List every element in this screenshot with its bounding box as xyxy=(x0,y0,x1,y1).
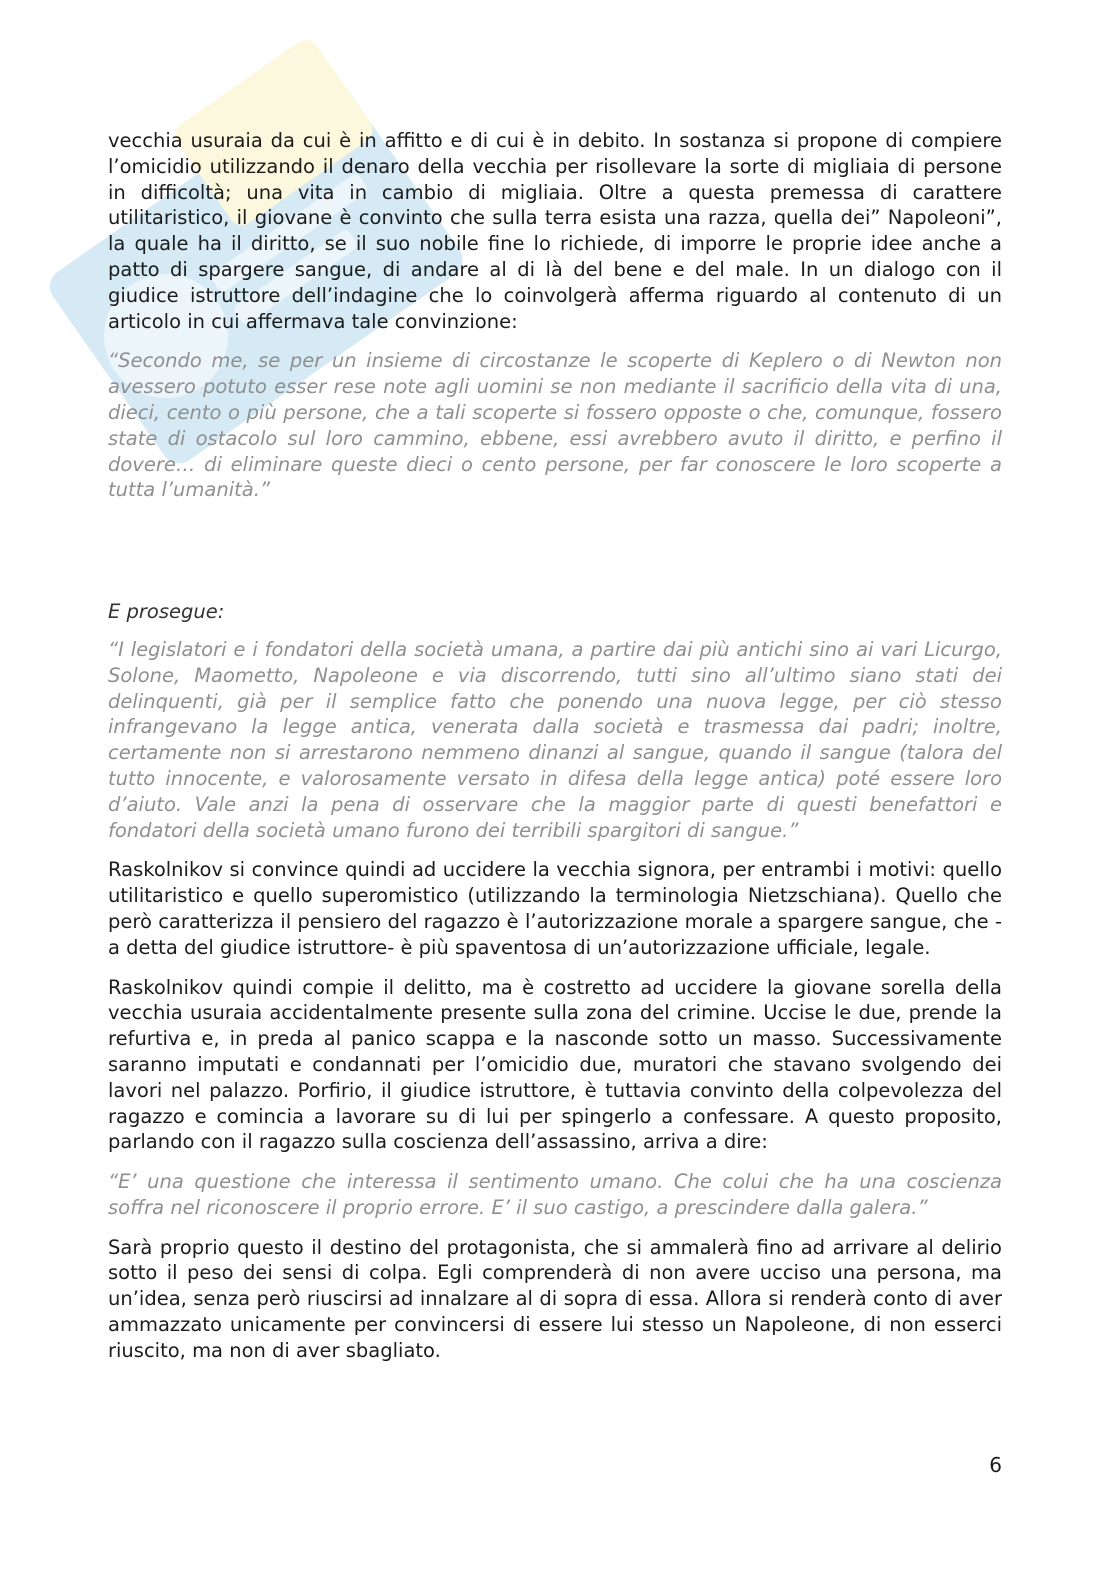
paragraph-raskolnikov-delitto: Raskolnikov quindi compie il delitto, ma è costretto ad uccidere la giovane sorella della vecchia usuraia accidentalmente presente sulla zona del crimine. Uccise le due, prende la refurtiva e, in preda al panico scappa e la nasconde sotto un masso. Successivamente saranno imputati e condannati per l’omicidio due, muratori che stavano svolgendo dei lavori nel palazzo. Porfirio, il giudice istruttore, è tuttavia convinto della colpevolezza del ragazzo e comincia a lavorare su di lui per spingerlo a confessare. A questo proposito, parlando con il ragazzo sulla coscienza dell’assassino, arriva a dire: xyxy=(108,975,1002,1154)
quote-legislatori: “I legislatori e i fondatori della società umana, a partire dai più antichi sino ai vari Licurgo, Solone, Maometto, Napoleone e via discorrendo, tutti sino all’ultimo siano stati dei delinquenti, già per il semplice fatto che ponendo una nuova legge, per ciò stesso infrangevano la legge antica, venerata dalla società e trasmessa dai padri; inoltre, certamente non si arrestarono nemmeno dinanzi al sangue, quando il sangue (talora del tutto innocente, e valorosamente versato in difesa della legge antica) poté essere loro d’aiuto. Vale anzi la pena di osservare che la maggior parte di questi benefattori e fondatori della società umano furono dei terribili spargitori di sangue.” xyxy=(108,637,1002,842)
quote-intro-prosegue: E prosegue: xyxy=(108,600,225,624)
page-number: 6 xyxy=(989,1453,1002,1477)
paragraph-destino-protagonista: Sarà proprio questo il destino del protagonista, che si ammalerà fino ad arrivare al delirio sotto il peso dei sensi di colpa. Egli comprenderà di non avere ucciso una persona, ma un’idea, senza però riuscirsi ad innalzare al di sopra di essa. Allora si renderà conto di aver ammazzato unicamente per convincersi di essere lui stesso un Napoleone, di non esserci riuscito, ma non di aver sbagliato. xyxy=(108,1235,1002,1362)
quote-porfirio-coscienza: “E’ una questione che interessa il sentimento umano. Che colui che ha una coscienza soffra nel riconoscere il proprio errore. E’ il suo castigo, a prescindere dalla galera.” xyxy=(108,1170,1002,1219)
document-body xyxy=(108,128,1002,1364)
paragraph-raskolnikov-convince: Raskolnikov si convince quindi ad uccidere la vecchia signora, per entrambi i motivi: quello utilitaristico e quello superomistico (utilizzando la terminologia Nietzschiana). Quello che però caratterizza il pensiero del ragazzo è l’autorizzazione morale a spargere sangue, che -a detta del giudice istruttore- è più spaventosa di un’autorizzazione ufficiale, legale. xyxy=(108,858,1002,959)
paragraph-intro-napoleoni: vecchia usuraia da cui è in affitto e di cui è in debito. In sostanza si propone di compiere l’omicidio utilizzando il denaro della vecchia per risollevare la sorte di migliaia di persone in difficoltà; una vita in cambio di migliaia. Oltre a questa premessa di carattere utilitaristico, il giovane è convinto che sulla terra esista una razza, quella dei” Napoleoni”, la quale ha il diritto, se il suo nobile fine lo richiede, di imporre le proprie idee anche a patto di spargere sangue, di andare al di là del bene e del male. In un dialogo con il giudice istruttore dell’indagine che lo coinvolgerà afferma riguardo al contenuto di un articolo in cui affermava tale convinzione: xyxy=(108,129,1002,333)
quote-keplero-newton: “Secondo me, se per un insieme di circostanze le scoperte di Keplero o di Newton non avessero potuto esser rese note agli uomini se non mediante il sacrificio della vita di una, dieci, cento o più persone, che a tali scoperte si fossero opposte o che, comunque, fossero state di ostacolo sul loro cammino, ebbene, essi avrebbero avuto il diritto, e perfino il dovere… di eliminare queste dieci o cento persone, per far conoscere le loro scoperte a tutta l’umanità.” xyxy=(108,349,1002,502)
